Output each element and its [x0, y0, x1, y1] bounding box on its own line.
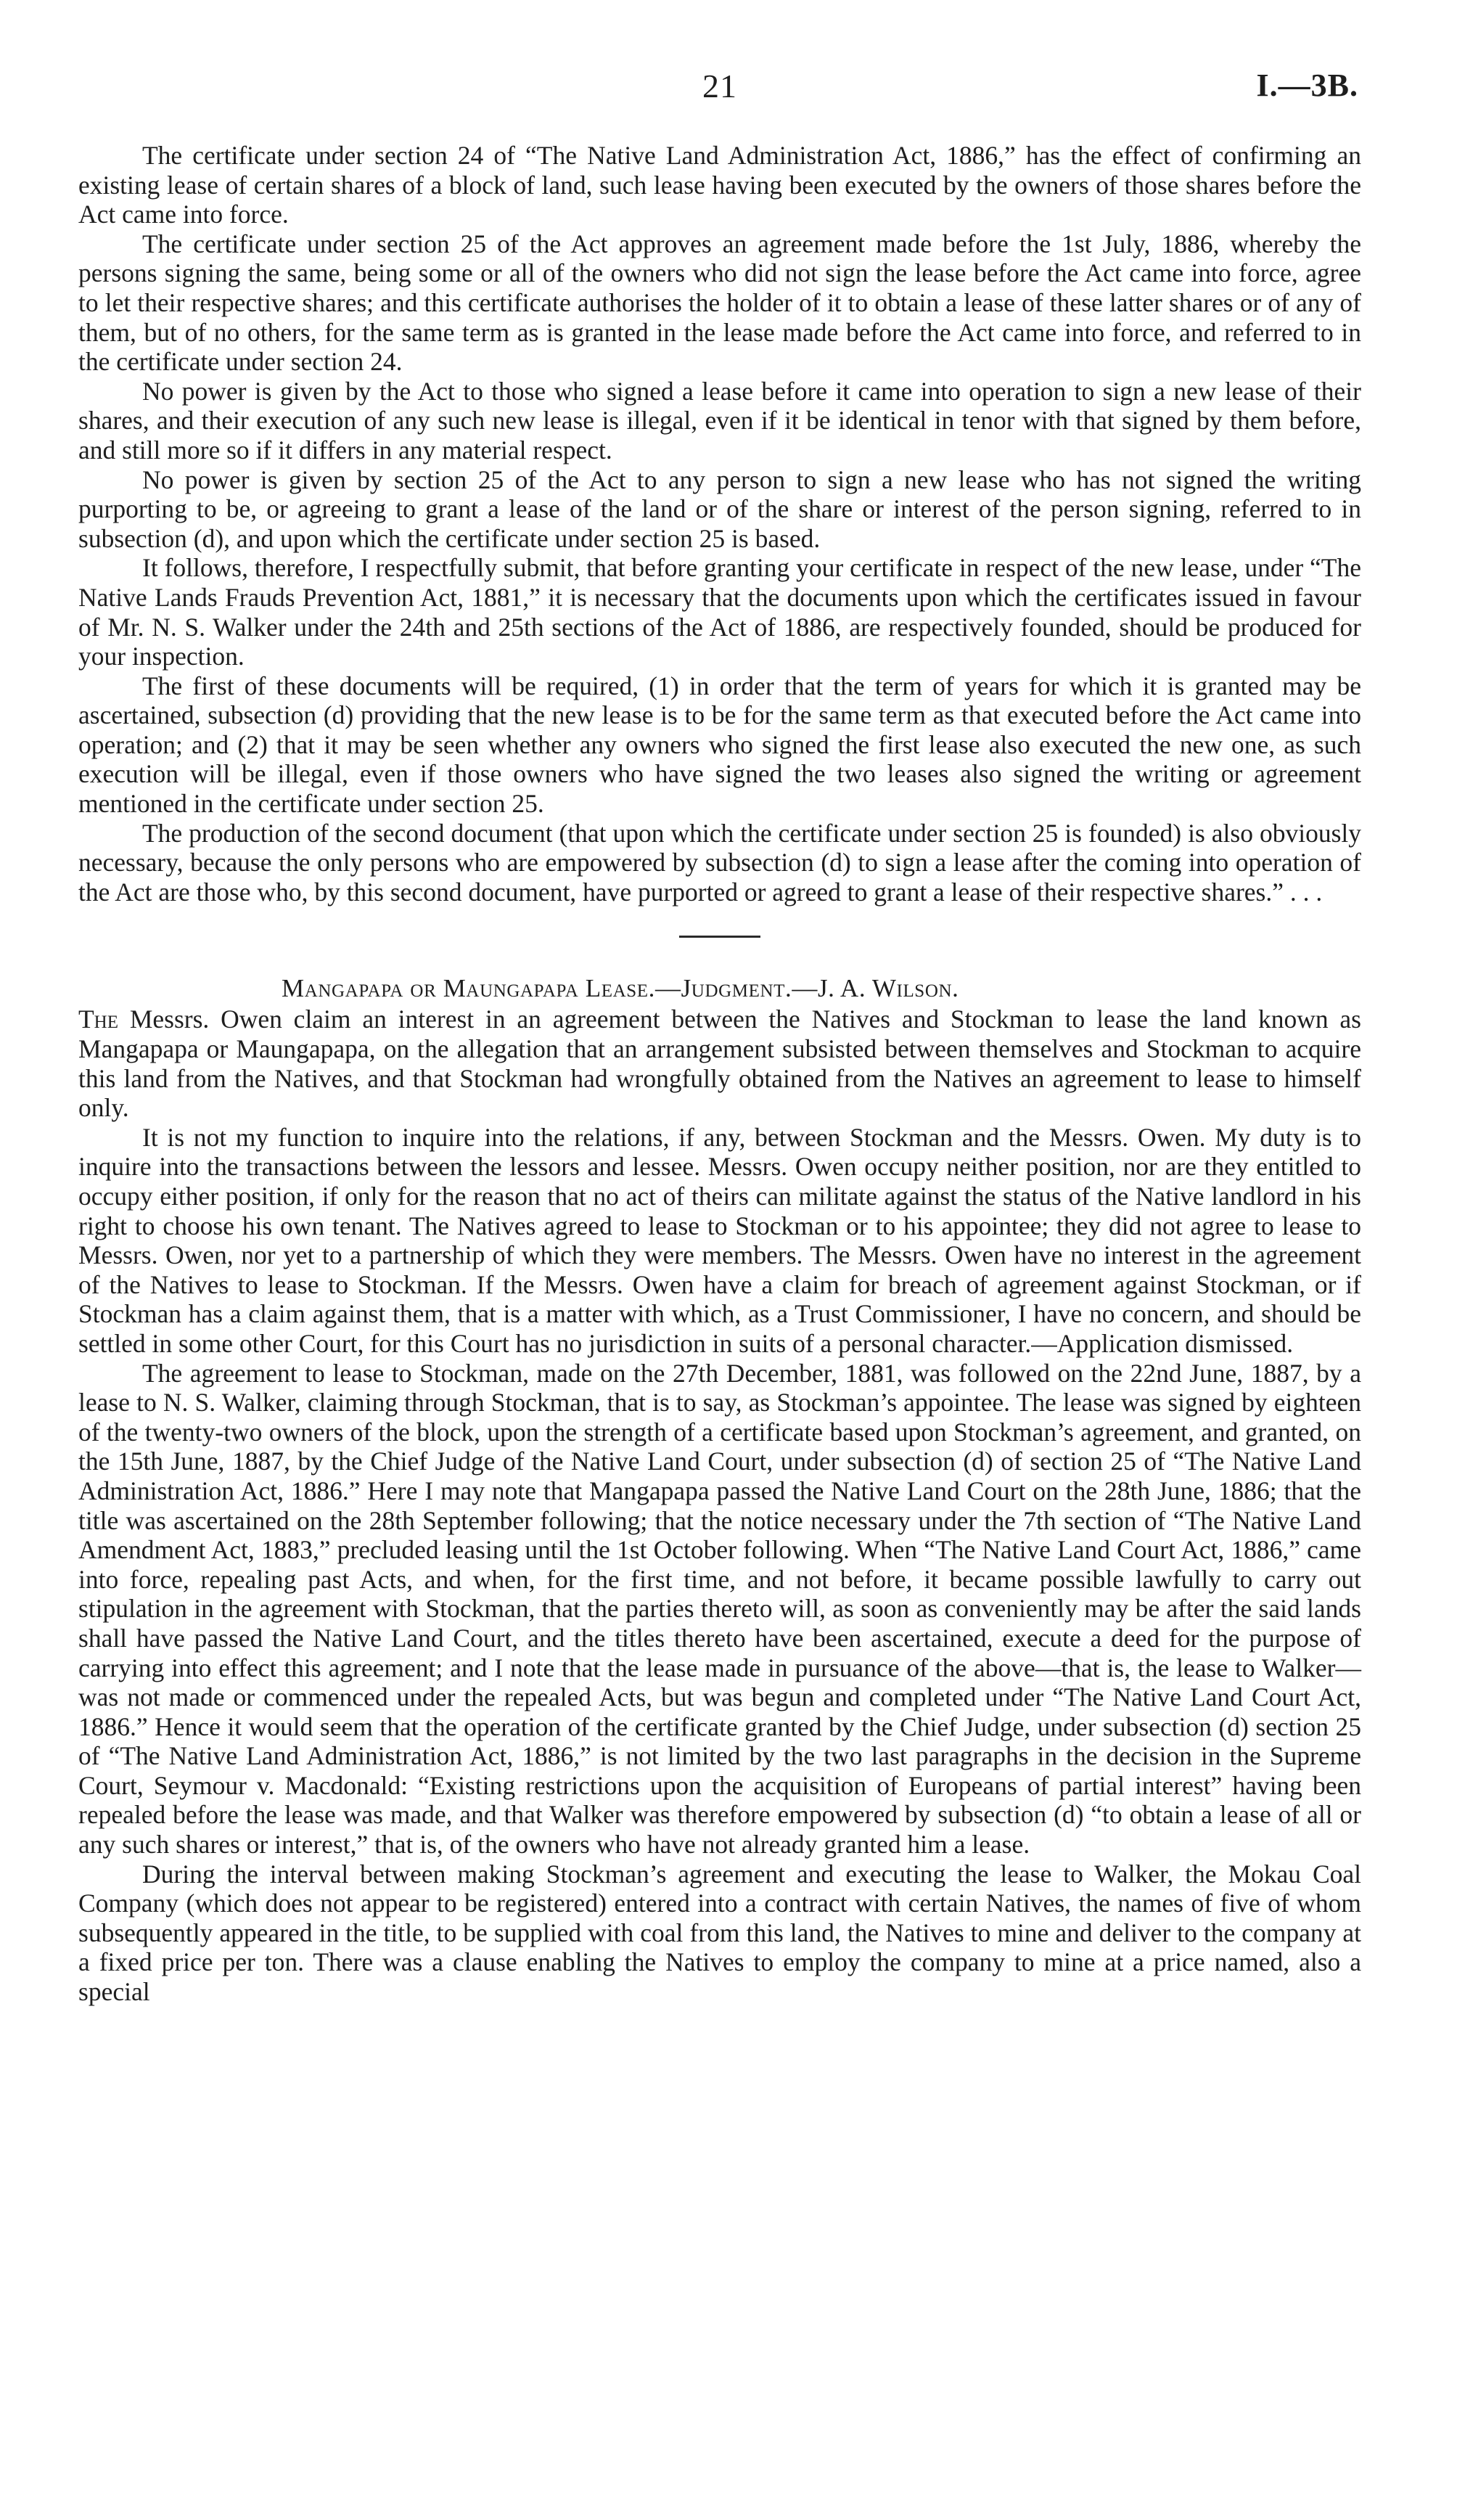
page-header [78, 67, 1361, 112]
paragraph-text: Messrs. Owen claim an interest in an agreement between the Natives and Stockman to lease the land known as Mangapapa or Maungapapa, on the allegation that an arrangement subsisted between themselves and Stockman to acquire this land from the Natives, and that Stockman had wrongfully obtained from the Natives an agreement to lease to himself only. [78, 1005, 1361, 1123]
paragraph: It is not my function to inquire into the relations, if any, between Stockman and the Messrs. Owen. My duty is to inquire into the transactions between the lessors and lessee. Messrs. Owen occupy neither position, nor are they entitled to occupy either position, if only for the reason that no act of theirs can militate against the status of the Native landlord in his right to choose his own tenant. The Natives agreed to lease to Stockman or to his appointee; they did not agree to lease to Messrs. Owen, nor yet to a partnership of which they were members. The Messrs. Owen have no interest in the agreement of the Natives to lease to Stockman. If the Messrs. Owen have a claim for breach of agreement against Stockman, or if Stockman has a claim against them, that is a matter with which, as a Trust Commissioner, I have no concern, and should be settled in some other Court, for this Court has no jurisdiction in suits of a personal character.—Application dismissed. [78, 1122, 1361, 1358]
paragraph: No power is given by section 25 of the Act to any person to sign a new lease who has not signed the writing purporting to be, or agreeing to grant a lease of the land or of the share or interest of the person signing, referred to in subsection (d), and upon which the certificate under section 25 is based. [78, 465, 1361, 553]
paragraph: It follows, therefore, I respectfully submit, that before granting your certificate in respect of the new lease, under “The Native Lands Frauds Prevention Act, 1881,” it is necessary that the documents upon which the certificates issued in favour of Mr. N. S. Walker under the 24th and 25th sections of the Act of 1886, are respectively founded, should be produced for your inspection. [78, 553, 1361, 671]
paragraph: The certificate under section 25 of the Act approves an agreement made before the 1st July, 1886, whereby the persons signing the same, being some or all of the owners who did not sign the lease before the Act came into force, agree to let their respective shares; and this certificate authorises the holder of it to obtain a lease of these latter shares or of any of them, but of no others, for the same term as is granted in the lease made before the Act came into force, and referred to in the certificate under section 24. [78, 229, 1361, 377]
opening-word: The [78, 1005, 119, 1034]
section-divider [679, 936, 760, 938]
document-reference: I.—3B. [1256, 68, 1358, 103]
letter-excerpt [78, 141, 1361, 907]
paragraph: The certificate under section 24 of “The Native Land Administration Act, 1886,” has the effect of confirming an existing lease of certain shares of a block of land, such lease having been executed by the owners of those shares before the Act came into force. [78, 141, 1361, 229]
paragraph: The production of the second document (that upon which the certificate under section 25 is founded) is also obviously necessary, because the only persons who are empowered by subsection (d) to sign a lease after the coming into operation of the Act are those who, by this second document, have purported or agreed to grant a lease of their respective shares.” . . . [78, 818, 1361, 907]
judgment-section [78, 974, 1361, 2006]
page-number: 21 [702, 68, 737, 105]
paragraph: No power is given by the Act to those who signed a lease before it came into operation to sign a new lease of their shares, and their execution of any such new lease is illegal, even if it be identical in tenor with that signed by them before, and still more so if it differs in any material respect. [78, 376, 1361, 465]
section-heading: Mangapapa or Maungapapa Lease.—Judgment.—J. A. Wilson. [282, 974, 959, 1003]
paragraph: The first of these documents will be required, (1) in order that the term of years for which it is granted may be ascertained, subsection (d) providing that the new lease is to be for the same term as that executed before the Act came into operation; and (2) that it may be seen whether any owners who signed the first lease also executed the new one, as such execution will be illegal, even if those owners who have signed the two leases also signed the writing or agreement mentioned in the certificate under section 25. [78, 671, 1361, 819]
paragraph: The agreement to lease to Stockman, made on the 27th December, 1881, was followed on the 22nd June, 1887, by a lease to N. S. Walker, claiming through Stockman, that is to say, as Stockman’s appointee. The lease was signed by eighteen of the twenty-two owners of the block, upon the strength of a certificate based upon Stockman’s agreement, and granted, on the 15th June, 1887, by the Chief Judge of the Native Land Court, under subsection (d) of section 25 of “The Native Land Administration Act, 1886.” Here I may note that Mangapapa passed the Native Land Court on the 28th June, 1886; that the title was ascertained on the 28th September following; that the notice necessary under the 7th section of “The Native Land Amendment Act, 1883,” precluded leasing until the 1st October following. When “The Native Land Court Act, 1886,” came into force, repealing past Acts, and when, for the first time, and not before, it became possible lawfully to carry out stipulation in the agreement with Stockman, that the parties thereto will, as soon as conveniently may be after the said lands shall have passed the Native Land Court, and the titles thereto have been ascertained, execute a deed for the purpose of carrying into effect this agreement; and I note that the lease made in pursuance of the above—that is, the lease to Walker—was not made or commenced under the repealed Acts, but was begun and completed under “The Native Land Court Act, 1886.” Hence it would seem that the operation of the certificate granted by the Chief Judge, under subsection (d) section 25 of “The Native Land Administration Act, 1886,” is not limited by the two last paragraphs in the decision in the Supreme Court, Seymour v. Macdonald: “Existing restrictions upon the acquisition of Europeans of partial interest” having been repealed before the lease was made, and that Walker was therefore empowered by subsection (d) “to obtain a lease of all or any such shares or interest,” that is, of the owners who have not already granted him a lease. [78, 1358, 1361, 1860]
paragraph: During the interval between making Stockman’s agreement and executing the lease to Walker, the Mokau Coal Company (which does not appear to be registered) entered into a contract with certain Natives, the names of five of whom subsequently appeared in the title, to be supplied with coal from this land, the Natives to mine and deliver to the company at a fixed price per ton. There was a clause enabling the Natives to employ the company to mine at a price named, also a special [78, 1859, 1361, 2007]
document-page [78, 67, 1361, 2007]
paragraph [78, 1005, 1361, 1122]
